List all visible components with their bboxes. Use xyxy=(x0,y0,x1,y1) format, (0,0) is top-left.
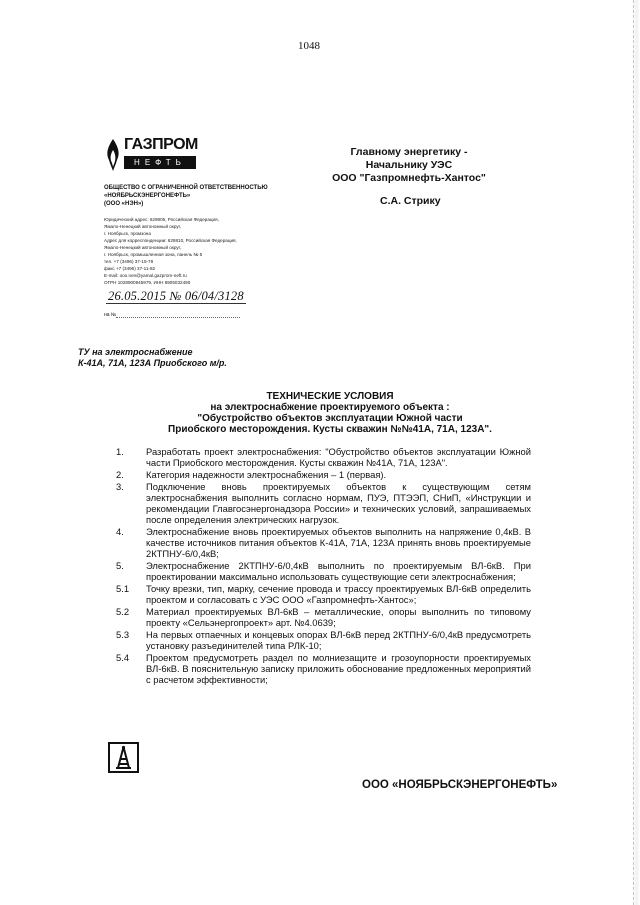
outgoing-reference: 26.05.2015 № 06/04/3128 xyxy=(108,289,244,303)
org-name-line: ОБЩЕСТВО С ОГРАНИЧЕННОЙ ОТВЕТСТВЕННОСТЬЮ xyxy=(104,185,268,191)
condition-item xyxy=(116,481,531,525)
condition-item xyxy=(116,526,531,559)
document-title xyxy=(70,391,590,435)
org-name-line: «НОЯБРЬСКЭНЕРГОНЕФТЬ» xyxy=(104,193,191,199)
condition-item xyxy=(116,583,531,605)
reference-underline xyxy=(106,303,246,304)
footer-company-name: ООО «НОЯБРЬСКЭНЕРГОНЕФТЬ» xyxy=(362,779,558,791)
gazprom-neft-logo xyxy=(104,136,214,178)
requisite-line: Ямало-Ненецкий автономный округ, xyxy=(104,245,182,250)
addressee-line: ООО "Газпромнефть-Хантос" xyxy=(332,172,486,184)
condition-text: Проектом предусмотреть раздел по молниезащите и грозоупорности проектируемых ВЛ-6кВ. В пояснительную записку приложить обоснование предложенных мероприятий с расчетом эффективности; xyxy=(146,652,531,685)
conditions-list xyxy=(116,446,531,686)
addressee-block xyxy=(314,146,504,185)
scan-edge-line xyxy=(633,0,634,905)
condition-text: Подключение вновь проектируемых объектов к существующим сетям электроснабжения выполнить согласно нормам, ПУЭ, ПТЭЭП, СНиП, «Инструкции и рекомендации Главгосэнергонадзора России» и технических условий, запрашиваемых после определения электрических нагрузок. xyxy=(146,481,531,525)
condition-text: Точку врезки, тип, марку, сечение провода и трассу проектируемых ВЛ-6кВ определить проектом и согласовать с УЭС ООО «Газпромнефть-Хантос»; xyxy=(146,583,531,605)
condition-number: 5.2 xyxy=(116,606,130,617)
addressee-line: Главному энергетику - xyxy=(350,146,468,158)
company-requisites xyxy=(104,216,274,286)
addressee-name: С.А. Стрику xyxy=(380,195,441,207)
requisite-line: ОГРН 1028900945979, ИНН 8905032490 xyxy=(104,280,191,285)
title-line: ТЕХНИЧЕСКИЕ УСЛОВИЯ xyxy=(266,391,394,402)
nen-derrick-logo-icon xyxy=(108,742,139,773)
condition-number: 1. xyxy=(116,446,124,457)
requisite-line: г. Ноябрьск, промышленная зона, панель № 5 xyxy=(104,252,203,257)
page-number: 1048 xyxy=(298,40,320,52)
org-name-line: (ООО «НЭН») xyxy=(104,201,144,207)
logo-wordmark: ГАЗПРОМ xyxy=(124,136,198,153)
subject-line: К-41А, 71А, 123А Приобского м/р. xyxy=(78,358,227,368)
organization-name xyxy=(104,184,274,208)
condition-item xyxy=(116,469,531,480)
condition-text: Разработать проект электроснабжения: "Обустройство объектов эксплуатации Южной части Приобского месторождения. Кусты скважин №41А, 71А, 123А". xyxy=(146,446,531,468)
condition-number: 3. xyxy=(116,481,124,492)
condition-text: Материал проектируемых ВЛ-6кВ – металлические, опоры выполнить по типовому проекту «Сельэнергопроект» арт. №4.0639; xyxy=(146,606,531,628)
requisite-line: факс +7 (3496) 37-11-82 xyxy=(104,266,156,271)
condition-number: 4. xyxy=(116,526,124,537)
condition-text: Категория надежности электроснабжения – 1 (первая). xyxy=(146,469,387,480)
condition-number: 5.3 xyxy=(116,629,130,640)
condition-item xyxy=(116,629,531,651)
flame-icon xyxy=(104,138,122,172)
derrick-icon xyxy=(110,744,137,771)
title-line: Приобского месторождения. Кусты скважин №№41А, 71А, 123А". xyxy=(168,424,492,435)
condition-number: 5.1 xyxy=(116,583,130,594)
title-line: на электроснабжение проектируемого объекта : xyxy=(210,402,450,413)
condition-text: На первых отпаечных и концевых опорах ВЛ-6кВ перед 2КТПНУ-6/0,4кВ предусмотреть установку разъединителей типа РЛК-10; xyxy=(146,629,531,651)
condition-number: 2. xyxy=(116,469,124,480)
condition-number: 5.4 xyxy=(116,652,130,663)
condition-text: Электроснабжение 2КТПНУ-6/0,4кВ выполнить по проектируемым ВЛ-6кВ. При проектировании максимально использовать существующие сети электроснабжения; xyxy=(146,560,531,582)
condition-item xyxy=(116,560,531,582)
title-line: "Обустройство объектов эксплуатации Южной части xyxy=(197,413,463,424)
requisite-line: E-mail: ooo.nen@yamal.gazprom-neft.ru xyxy=(104,273,187,278)
condition-item xyxy=(116,446,531,468)
requisite-line: г. Ноябрьск, промзона xyxy=(104,231,151,236)
addressee-line: Начальнику УЭС xyxy=(365,159,453,171)
condition-item xyxy=(116,652,531,685)
requisite-line: Ямало-Ненецкий автономный округ, xyxy=(104,224,182,229)
subject-line: ТУ на электроснабжение xyxy=(78,347,193,357)
letter-subject xyxy=(78,347,227,369)
incoming-reference-line xyxy=(116,317,240,318)
condition-item xyxy=(116,606,531,628)
requisite-line: Адрес для корреспонденции: 629810, Российская Федерация, xyxy=(104,238,237,243)
requisite-line: Юридический адрес: 629805, Российская Федерация, xyxy=(104,217,219,222)
condition-text: Электроснабжение вновь проектируемых объектов выполнить на напряжение 0,4кВ. В качестве источников питания объектов К-41А, 71А, 123А принять вновь проектируемые 2КТПНУ-6/0,4кВ; xyxy=(146,526,531,559)
incoming-reference: на № xyxy=(104,312,117,318)
condition-number: 5. xyxy=(116,560,124,571)
logo-subtitle: НЕФТЬ xyxy=(124,156,196,169)
requisite-line: тел. +7 (3496) 37-15-78 xyxy=(104,259,154,264)
